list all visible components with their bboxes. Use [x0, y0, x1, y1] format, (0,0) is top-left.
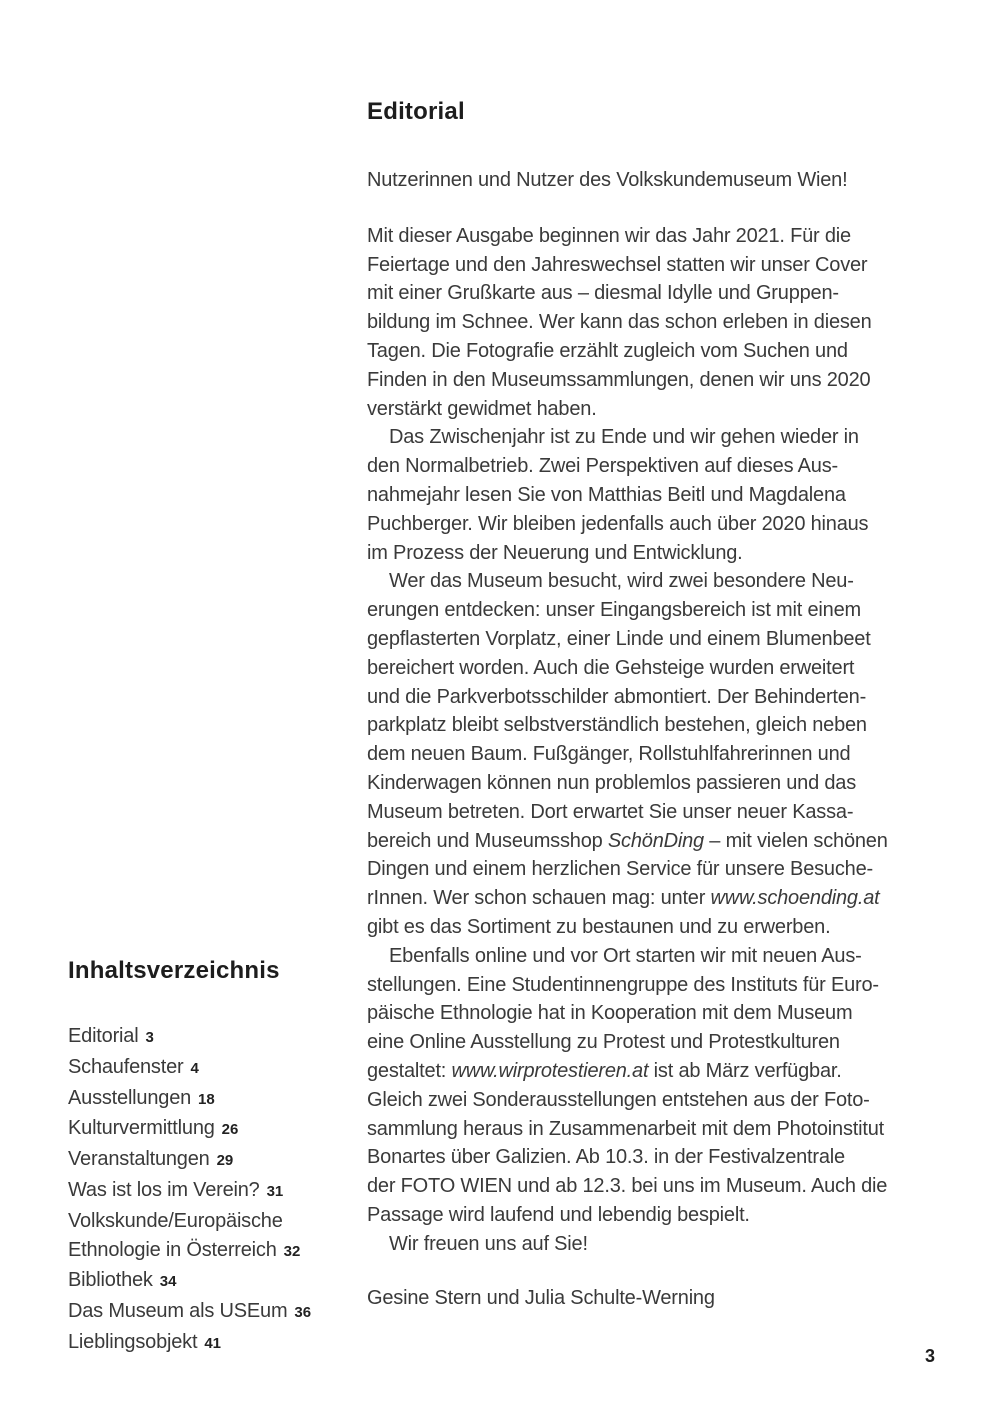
text-segment: parkplatz bleibt selbstverständlich bestehen, gleich neben	[367, 714, 867, 737]
toc-item	[68, 1176, 358, 1207]
text-segment: bereich und Museumsshop	[367, 829, 608, 852]
text-segment: rInnen. Wer schon schauen mag: unter	[367, 887, 711, 910]
body-line	[367, 567, 967, 596]
body-line	[367, 395, 967, 424]
body-line	[367, 769, 967, 798]
text-segment: Ebenfalls online und vor Ort starten wir mit neuen Aus-	[389, 944, 862, 967]
text-segment: verstärkt gewidmet haben.	[367, 397, 597, 420]
text-segment: Tagen. Die Fotografie erzählt zugleich vom Suchen und	[367, 339, 848, 362]
toc-item-label: Lieblingsobjekt	[68, 1330, 198, 1353]
body-line	[367, 827, 967, 856]
text-segment: Museum betreten. Dort erwartet Sie unser neuer Kassa-	[367, 800, 854, 823]
text-segment: erungen entdecken: unser Eingangsbereich ist mit einem	[367, 599, 861, 622]
text-segment: nahmejahr lesen Sie von Matthias Beitl und Magdalena	[367, 483, 846, 506]
text-segment: gibt es das Sortiment zu bestaunen und zu erwerben.	[367, 915, 831, 938]
page-number: 3	[924, 1346, 935, 1366]
toc-item	[68, 1053, 358, 1084]
body-line	[367, 942, 967, 971]
toc-item-page-number: 31	[266, 1182, 284, 1200]
toc-item-label: Ethnologie in Österreich	[68, 1238, 277, 1261]
body-line	[367, 539, 967, 568]
body-line	[367, 279, 967, 308]
body-line	[367, 798, 967, 827]
text-segment: den Normalbetrieb. Zwei Perspektiven auf dieses Aus-	[367, 455, 838, 478]
body-line	[367, 1230, 967, 1259]
text-segment: Wir freuen uns auf Sie!	[389, 1232, 588, 1255]
toc-item	[68, 1022, 358, 1053]
text-segment: im Prozess der Neuerung und Entwicklung.	[367, 541, 743, 564]
body-line	[367, 1143, 967, 1172]
text-segment: gepflasterten Vorplatz, einer Linde und einem Blumenbeet	[367, 627, 871, 650]
text-segment: ist ab März verfügbar.	[648, 1059, 842, 1082]
body-line	[367, 337, 967, 366]
toc-item	[68, 1084, 358, 1115]
toc-item-label: Was ist los im Verein?	[68, 1178, 260, 1201]
article-title: Editorial	[367, 98, 465, 125]
toc-item-page-number: 3	[145, 1029, 154, 1046]
text-segment: mit einer Grußkarte aus – diesmal Idylle und Gruppen-	[367, 282, 839, 305]
body-line	[367, 884, 967, 913]
body-line	[367, 423, 967, 452]
italic-text: SchönDing	[607, 829, 704, 852]
toc-item-label: Veranstaltungen	[68, 1148, 210, 1171]
body-line	[367, 625, 967, 654]
body-line	[367, 999, 967, 1028]
toc-item-page-number: 32	[283, 1242, 301, 1260]
body-line	[367, 1086, 967, 1115]
toc-item-page-number: 4	[190, 1059, 199, 1077]
body-line	[367, 1172, 967, 1201]
body-line	[367, 1057, 967, 1086]
body-line	[367, 971, 967, 1000]
editorial-article	[367, 99, 967, 1313]
text-segment: bereichert worden. Auch die Gehsteige wurden erweitert	[367, 656, 855, 679]
text-segment: Mit dieser Ausgabe beginnen wir das Jahr 2021. Für die	[367, 224, 851, 247]
body-line	[367, 596, 967, 625]
toc-item-page-number: 34	[159, 1273, 177, 1291]
table-of-contents	[68, 957, 358, 1359]
text-segment: bildung im Schnee. Wer kann das schon erleben in diesen	[367, 311, 872, 334]
toc-item-label: Kulturvermittlung	[68, 1117, 215, 1140]
body-line	[367, 251, 967, 280]
text-segment: Finden in den Museumssammlungen, denen wir uns 2020	[367, 368, 871, 391]
body-line	[367, 683, 967, 712]
toc-item	[68, 1297, 358, 1328]
italic-text: www.wirprotestieren.at	[451, 1059, 649, 1082]
body-line	[367, 481, 967, 510]
body-line	[367, 222, 967, 251]
text-segment: Kinderwagen können nun problemlos passieren und das	[367, 771, 857, 794]
signature: Gesine Stern und Julia Schulte-Werning	[367, 1287, 715, 1310]
text-segment: eine Online Ausstellung zu Protest und Protestkulturen	[367, 1031, 840, 1054]
body-line	[367, 654, 967, 683]
body-line	[367, 855, 967, 884]
text-segment: gestaltet:	[367, 1059, 452, 1082]
text-segment: Bonartes über Galizien. Ab 10.3. in der Festivalzentrale	[367, 1146, 845, 1169]
toc-item	[68, 1114, 358, 1145]
text-segment: stellungen. Eine Studentinnengruppe des Instituts für Euro-	[367, 973, 879, 996]
toc-item-label: Schaufenster	[68, 1055, 184, 1078]
toc-item	[68, 1145, 358, 1176]
toc-item-label: Bibliothek	[68, 1269, 153, 1292]
toc-item-label: Das Museum als USEum	[68, 1300, 288, 1323]
toc-item-label: Editorial	[68, 1025, 139, 1047]
toc-item-page-number: 26	[221, 1121, 239, 1139]
toc-item-page-number: 29	[216, 1152, 234, 1170]
text-segment: sammlung heraus in Zusammenarbeit mit dem Photoinstitut	[367, 1117, 885, 1140]
toc-item-page-number: 41	[204, 1334, 222, 1352]
text-segment: Wer das Museum besucht, wird zwei besondere Neu-	[389, 570, 854, 593]
text-segment: Das Zwischenjahr ist zu Ende und wir gehen wieder in	[389, 426, 859, 449]
body-line	[367, 711, 967, 740]
body-line	[367, 913, 967, 942]
body-text	[367, 222, 967, 1259]
text-segment: päische Ethnologie hat in Kooperation mit dem Museum	[367, 1002, 853, 1025]
text-segment: Passage wird laufend und lebendig bespielt.	[367, 1203, 750, 1226]
text-segment: Puchberger. Wir bleiben jedenfalls auch über 2020 hinaus	[367, 512, 869, 535]
text-segment: Gleich zwei Sonderausstellungen entstehen aus der Foto-	[367, 1088, 870, 1111]
text-segment: – mit vielen schönen	[703, 829, 888, 852]
body-line	[367, 452, 967, 481]
text-segment: und die Parkverbotsschilder abmontiert. Der Behinderten-	[367, 685, 867, 708]
body-line	[367, 366, 967, 395]
text-segment: dem neuen Baum. Fußgänger, Rollstuhlfahrerinnen und	[367, 743, 851, 766]
toc-item	[68, 1207, 358, 1236]
body-line	[367, 1201, 967, 1230]
salutation: Nutzerinnen und Nutzer des Volkskundemuseum Wien!	[367, 169, 848, 191]
text-segment: Feiertage und den Jahreswechsel statten wir unser Cover	[367, 253, 868, 276]
body-line	[367, 308, 967, 337]
toc-item	[68, 1236, 358, 1267]
toc-item-label: Volkskunde/Europäische	[68, 1209, 283, 1232]
body-line	[367, 1028, 967, 1057]
toc-item	[68, 1266, 358, 1297]
body-line	[367, 740, 967, 769]
toc-list	[68, 1022, 358, 1359]
toc-item-page-number: 36	[294, 1304, 312, 1322]
toc-item	[68, 1328, 358, 1359]
italic-text: www.schoending.at	[710, 887, 880, 910]
body-line	[367, 1115, 967, 1144]
text-segment: der FOTO WIEN und ab 12.3. bei uns im Museum. Auch die	[367, 1175, 888, 1198]
toc-heading: Inhaltsverzeichnis	[68, 957, 280, 984]
body-line	[367, 510, 967, 539]
toc-item-page-number: 18	[198, 1090, 215, 1108]
toc-item-label: Ausstellungen	[68, 1086, 192, 1109]
text-segment: Dingen und einem herzlichen Service für unsere Besuche-	[367, 858, 873, 881]
